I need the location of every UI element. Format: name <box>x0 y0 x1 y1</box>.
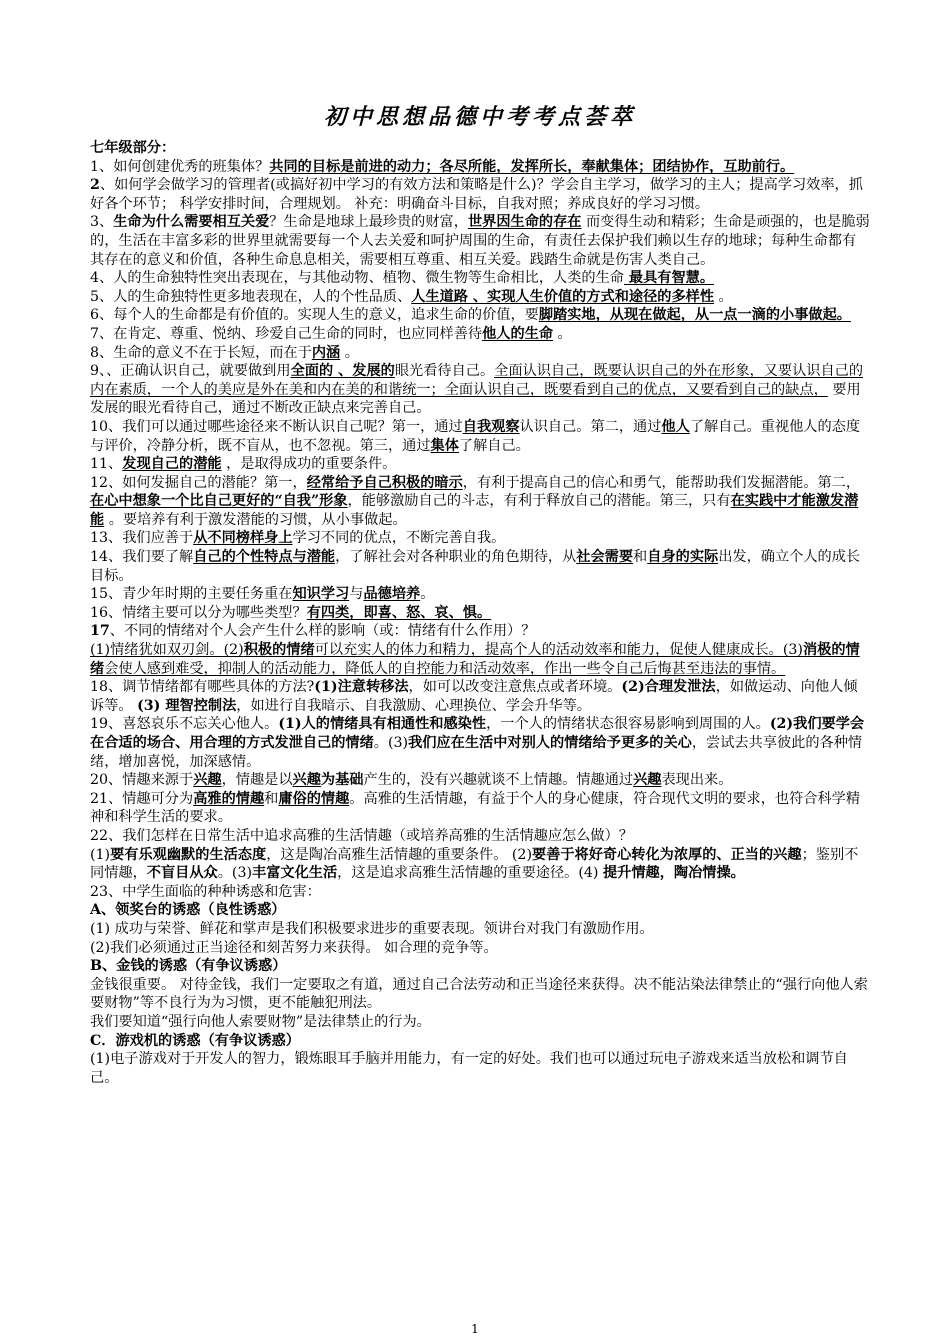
text-run: (1)注意转移法 <box>314 679 409 696</box>
text-run: 兴趣 <box>292 772 321 789</box>
text-run: 10、我们可以通过哪些途径来不断认识自己呢？第一，通过 <box>90 418 463 435</box>
text-run: 会使人感到难受，抑制人的活动能力，降低人的自控能力和活动效率，作出一些令自己后悔甚至违法的事情。 <box>104 660 786 677</box>
text-run: ，如可以改变注意焦点或者环境。 <box>408 679 622 696</box>
text-run: 共同的目标是前进的动力；各尽所能，发挥所长，奉献集体；团结协作，互助前行。 <box>269 158 795 175</box>
text-run: 消极的情绪 <box>90 642 860 677</box>
text-run: 我们要知道“强行向他人索要财物”是法律禁止的行为。 <box>90 1013 431 1030</box>
text-run: 脚踏实地，从现在做起，从一点一滴的小事做起。 <box>538 307 851 324</box>
text-run: ；鉴别不同情趣， <box>90 846 859 882</box>
text-run: (1)人的情绪具有相通性和感染性 <box>278 716 487 733</box>
text-run: 5、人的生命独特性更多地表现在，人的个性品质、 <box>90 288 412 305</box>
text-run: 17 <box>90 623 110 640</box>
text-run: 表现出来。 <box>661 772 733 789</box>
text-run: ，尝试去共享彼此的各种情绪，增加喜悦，加深感情。 <box>90 735 863 770</box>
text-run: ，有利于提高自己的信心和勇气，能帮助我们发掘潜能。第二， <box>462 474 861 491</box>
text-run: 品德培养 <box>363 586 421 603</box>
page-title: 初中思想品德中考考点荟萃 <box>323 104 636 130</box>
text-run: 20、情趣来源于 <box>90 772 194 789</box>
paragraph <box>90 771 870 790</box>
text-run: 1、如何创建优秀的班集体？ <box>90 158 270 175</box>
paragraph <box>90 901 870 920</box>
text-run: 21、情趣可分为 <box>90 790 194 807</box>
paragraph <box>90 585 870 604</box>
text-run: (1)情绪犹如双刃剑。(2) <box>90 642 244 659</box>
text-run: 16、情绪主要可以分为哪些类型？ <box>90 604 307 621</box>
text-run: 自我观察 <box>462 418 520 435</box>
paragraph <box>90 846 870 883</box>
text-run: 经常给予自己积极的暗示 <box>306 474 463 491</box>
paragraph <box>90 939 870 958</box>
paragraph <box>90 139 870 158</box>
text-run: ，这是追求高雅生活情趣的重要途径。(4) <box>337 865 603 882</box>
text-run: ，情趣是以 <box>221 772 293 789</box>
text-run: 最具有智慧。 <box>623 270 715 287</box>
text-run: 而变得生动和精彩；生命是顽强的，也是脆弱的，生活在丰富多彩的世界里就需要每一个人去关爱和呵护周围的生命，有责任去保护我们赖以生存的地球；每种生命都有其存在的意义和价值，各种生命息息相关，需要相互尊重、相互关爱。践踏生命就是伤害人类自己。 <box>90 214 870 268</box>
text-run: 世界因生命的存在 <box>467 214 582 231</box>
document-page <box>90 100 870 1087</box>
paragraph <box>90 957 870 976</box>
text-run: ，这是陶冶高雅生活情趣的重要条件。 (2) <box>266 846 532 863</box>
text-run: 了解自己。 <box>458 437 530 454</box>
text-run: 生命为什么需要相互关爱 <box>113 214 270 231</box>
paragraph <box>90 678 870 715</box>
paragraph <box>90 827 870 846</box>
paragraph <box>90 622 870 641</box>
text-run: 他人 <box>661 418 690 435</box>
text-run: 。(3) <box>373 735 409 751</box>
paragraph <box>90 306 870 325</box>
text-run: (1)电子游戏对于开发人的智力，锻炼眼耳手脑并用能力，有一定的好处。我们也可以通过玩电子游戏来适当放松和调节自己。 <box>90 1051 848 1086</box>
paragraph <box>90 325 870 344</box>
text-run: B、金钱的诱惑（有争议诱惑） <box>90 958 287 975</box>
paragraph <box>90 213 870 269</box>
text-run: 13、我们应善于 <box>90 530 194 547</box>
paragraph <box>90 920 870 939</box>
text-run: ，如进行自我暗示、自我激励、心理换位、学会升华等。 <box>236 697 591 714</box>
text-run: ，了解社会对各种职业的角色期待，从 <box>335 549 577 566</box>
text-run: 庸俗的情趣 <box>278 790 350 807</box>
text-run: 18、调节情绪都有哪些具体的方法? <box>90 679 315 696</box>
text-run: 集体 <box>430 437 459 454</box>
text-run: 发现自己的潜能 <box>122 456 222 473</box>
text-run: 我们应在生活中对别人的情绪给予更多的关心 <box>408 735 692 751</box>
paragraph <box>90 641 870 678</box>
text-run: 要善于将好奇心转化为浓厚的、正当的兴趣 <box>531 846 802 863</box>
text-run: 兴趣 <box>633 772 662 789</box>
text-run: 自己的个性特点与潜能 <box>193 549 336 566</box>
paragraph <box>90 455 870 474</box>
paragraph <box>90 529 870 548</box>
paragraph <box>90 604 870 623</box>
text-run: (1) <box>90 846 111 863</box>
text-run: 为基础 <box>320 772 364 789</box>
text-run: 与 <box>349 586 364 603</box>
text-run: 22、我们怎样在日常生活中追求高雅的生活情趣（或培养高雅的生活情趣应怎么做）？ <box>90 827 633 844</box>
text-run: 在实践中才能激发潜能 <box>90 493 859 528</box>
text-run: ，能够激励自己的斗志，有利于释放自己的潜能。第三，只有 <box>347 493 731 510</box>
text-run: 。 <box>553 325 572 342</box>
text-run: 提升情趣，陶冶情操。 <box>602 865 745 882</box>
text-run: 2 <box>90 177 100 194</box>
paragraph <box>90 344 870 363</box>
text-run: 7、在肯定、尊重、悦纳、珍爱自己生命的同时，也应同样善待 <box>90 325 483 342</box>
paragraph <box>90 269 870 288</box>
text-run: ？生命是地球上最珍贵的财富， <box>269 214 468 231</box>
paragraph <box>90 474 870 530</box>
text-run: ，如做运动、向他人倾诉等。 <box>90 679 858 714</box>
text-run: 产生的，没有兴趣就谈不上情趣。情趣通过 <box>363 772 634 789</box>
text-run: (2)我们必须通过正当途径和刻苦努力来获得。 如合理的竞争等。 <box>90 939 498 956</box>
text-run: 学习不同的优点，不断完善自我。 <box>292 530 506 547</box>
text-run: 全面认识自己，既要认识自己的外在形象，又要认识自己的内在素质，一个人的美应是外在美和内在美的和谐统一；全面认识自己，既要看到自己的优点，又要看到自己的缺点， <box>90 363 864 398</box>
text-run: 、如何学会做学习的管理者(或搞好初中学习的有效方法和策略是什么)？学会自主学习，做学习的主人；提高学习效率，抓好各个环节； 科学安排时间，合理规划。 补充：明确奋斗目标，自我对照；养成良好的学习习惯。 <box>90 177 863 212</box>
text-run: 他人的生命 <box>482 325 554 342</box>
paragraph <box>90 418 870 455</box>
text-run: 知识学习 <box>292 586 350 603</box>
text-run: 从不同榜样身上 <box>193 530 293 547</box>
text-run: 、不同的情绪对个人会产生什么样的影响（或：情绪有什么作用）？ <box>109 623 536 640</box>
text-run: 9、、正确认识自己，就要做到用 <box>90 363 291 380</box>
text-run: 要有乐观幽默的生活态度 <box>110 846 267 863</box>
text-run: 人生道路 、实现人生价值的方式和途径的多样性 <box>411 288 715 305</box>
text-run: 高雅的情趣 <box>193 790 265 807</box>
text-run: 6、每个人的生命都是有价值的。实现人生的意义，追求生命的价值，要 <box>90 307 539 324</box>
text-run: 3、 <box>90 214 114 231</box>
paragraph <box>90 288 870 307</box>
paragraph <box>90 790 870 827</box>
text-run: 自身的实际 <box>647 549 719 566</box>
text-run: 和 <box>264 790 279 807</box>
text-run: 23、中学生面临的种种诱惑和危害： <box>90 883 321 900</box>
paragraph <box>90 1032 870 1051</box>
text-run: 11、 <box>90 456 123 473</box>
text-run: 。高雅的生活情趣，有益于个人的身心健康，符合现代文明的要求，也符合科学精神和科学生活的要求。 <box>90 790 861 826</box>
paragraph <box>90 176 870 213</box>
text-run: 15、青少年时期的主要任务重在 <box>90 586 293 603</box>
text-run: A、领奖台的诱惑（良性诱惑） <box>90 902 286 919</box>
paragraph <box>90 548 870 585</box>
text-run: ，一个人的情绪状态很容易影响到周围的人。 <box>486 716 770 733</box>
text-run: 全面的 、发展的 <box>290 363 395 380</box>
text-run: (2)我们要学会在合适的场合、用合理的方式发泄自己的情绪 <box>90 716 865 751</box>
text-run: 。 <box>714 288 733 305</box>
text-run: 有四类，即喜、怒、哀、惧。 <box>306 604 492 621</box>
text-run: C．游戏机的诱惑（有争议诱惑） <box>90 1032 300 1049</box>
paragraph <box>90 1050 870 1087</box>
text-run: 眼光看待自己。 <box>394 363 495 380</box>
paragraph <box>90 883 870 902</box>
text-run: 19、喜怒哀乐不忘关心他人。 <box>90 716 279 733</box>
text-run: 12、如何发掘自己的潜能？第一， <box>90 474 307 491</box>
page-number: 1 <box>471 1322 479 1336</box>
text-run: (2)合理发泄法 <box>621 679 716 696</box>
text-run: 。 <box>420 586 435 603</box>
text-run: 丰富文化生活 <box>252 865 338 882</box>
text-run: 金钱很重要。 对待金钱，我们一定要取之有道，通过自己合法劳动和正当途径来获得。决不能沾染法律禁止的“强行向他人索要财物”等不良行为为习惯，更不能触犯刑法。 <box>90 976 868 1012</box>
text-run: ，是取得成功的重要条件。 <box>221 456 397 473</box>
text-run: 内涵 <box>311 344 341 361</box>
text-run: 和 <box>633 549 648 566</box>
text-run: 4、人的生命独特性突出表现在，与其他动物、植物、微生物等生命相比，人类的生命 <box>90 270 624 287</box>
text-run: 可以充实人的体力和精力，提高个人的活动效率和能力，促使人健康成长。(3) <box>314 642 803 659</box>
text-run: 。要培养有利于激发潜能的习惯，从小事做起。 <box>104 511 407 528</box>
text-run: 社会需要 <box>576 549 634 566</box>
paragraph <box>90 362 870 418</box>
text-run: 。 <box>340 344 359 361</box>
text-run: 了解自己。重视他人的态度与评价，冷静分析，既不盲从，也不忽视。第三，通过 <box>90 418 861 454</box>
text-run: 积极的情绪 <box>243 642 315 659</box>
text-run: 。(3) <box>217 865 253 882</box>
document-body <box>90 139 870 1087</box>
text-run: 8、生命的意义不在于长短，而在于 <box>90 344 312 361</box>
text-run: 要用发展的眼光看待自己，通过不断改正缺点来完善自己。 <box>90 381 861 417</box>
text-run: 14、我们要了解 <box>90 549 194 566</box>
paragraph <box>90 158 870 177</box>
paragraph <box>90 715 870 771</box>
text-run: (1) 成功与荣誉、鲜花和掌声是我们积极要求进步的重要表现。领讲台对我门有激励作用。 <box>90 920 654 937</box>
text-run: 不盲目从众 <box>146 865 218 882</box>
paragraph <box>90 976 870 1013</box>
text-run: 出发，确立个人的成长目标。 <box>90 549 861 584</box>
text-run: 在心中想象一个比自己更好的“自我”形象 <box>90 493 348 510</box>
paragraph <box>90 1013 870 1032</box>
text-run: 认识自己。第二，通过 <box>519 418 662 435</box>
text-run: (3) 理智控制法 <box>137 697 237 714</box>
text-run: 七年级部分： <box>90 140 176 156</box>
text-run: 兴趣 <box>193 772 222 789</box>
